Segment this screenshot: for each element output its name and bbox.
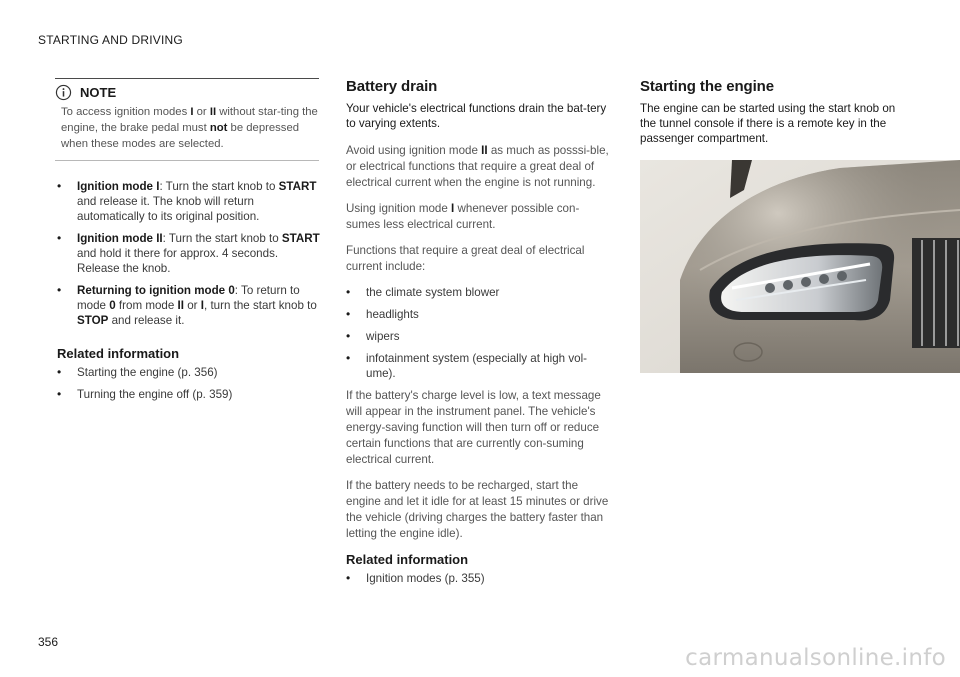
related-link-ignition-modes[interactable]: • Ignition modes (p. 355): [346, 571, 610, 586]
battery-lead: Your vehicle's electrical functions drain the bat-tery to varying extents.: [346, 102, 607, 130]
car-headlight-illustration: [640, 160, 960, 373]
related-link-turning-off[interactable]: • Turning the engine off (p. 359): [57, 387, 321, 402]
function-item: • headlights: [346, 307, 610, 322]
list-item-ignition-mode-i: • Ignition mode I: Turn the start knob to START and release it. The knob will return automatically to its original position.: [57, 179, 321, 224]
note-box: [55, 78, 319, 161]
battery-paragraph-3: Functions that require a great deal of electrical current include:: [346, 244, 585, 273]
battery-paragraph-1: Avoid using ignition mode II as much as posssi-ble, or electrical functions that require a great deal of electrical current when the engine is not running.: [346, 144, 609, 189]
note-header: [55, 84, 319, 101]
page-number: 356: [38, 635, 59, 649]
starting-lead: The engine can be started using the start knob on the tunnel console if there is a remote key in the passenger compartment.: [640, 102, 896, 145]
starting-engine-heading: Starting the engine: [640, 78, 774, 95]
list-item-ignition-mode-ii: • Ignition mode II: Turn the start knob to START and hold it there for approx. 4 seconds. Release the knob.: [57, 231, 321, 276]
function-item: • wipers: [346, 329, 610, 344]
info-icon: [55, 84, 72, 101]
car-headlight-photo: [640, 160, 960, 373]
battery-paragraph-5: If the battery needs to be recharged, start the engine and let it idle for at least 15 minutes or drive the vehicle (driving charges the battery faster than letting the engine idle).: [346, 479, 609, 540]
related-info-heading: Related information: [57, 346, 180, 361]
function-item: • infotainment system (especially at high vol-ume).: [346, 351, 610, 381]
note-title: NOTE: [80, 85, 117, 100]
function-item: • the climate system blower: [346, 285, 610, 300]
note-text: To access ignition modes I or II without star-ting the engine, the brake pedal must not be depressed when these modes are selected.: [61, 106, 318, 150]
battery-paragraph-4: If the battery's charge level is low, a text message will appear in the instrument panel. The vehicle's energy-saving function will then turn off or reduce certain functions that are currently con-suming electrical current.: [346, 389, 601, 466]
right-column: [640, 78, 960, 158]
middle-column: [346, 78, 610, 593]
battery-paragraph-2: Using ignition mode I whenever possible con-sumes less electrical current.: [346, 202, 580, 231]
list-item-return-mode-0: • Returning to ignition mode 0: To return to mode 0 from mode II or I, turn the start knob to STOP and release it.: [57, 283, 321, 328]
related-link-starting-engine[interactable]: • Starting the engine (p. 356): [57, 365, 321, 380]
watermark: carmanualsonline.info: [685, 645, 946, 671]
related-info-heading: Related information: [346, 552, 469, 567]
section-header: STARTING AND DRIVING: [38, 33, 183, 47]
battery-drain-heading: Battery drain: [346, 78, 438, 95]
left-column: [57, 78, 321, 409]
